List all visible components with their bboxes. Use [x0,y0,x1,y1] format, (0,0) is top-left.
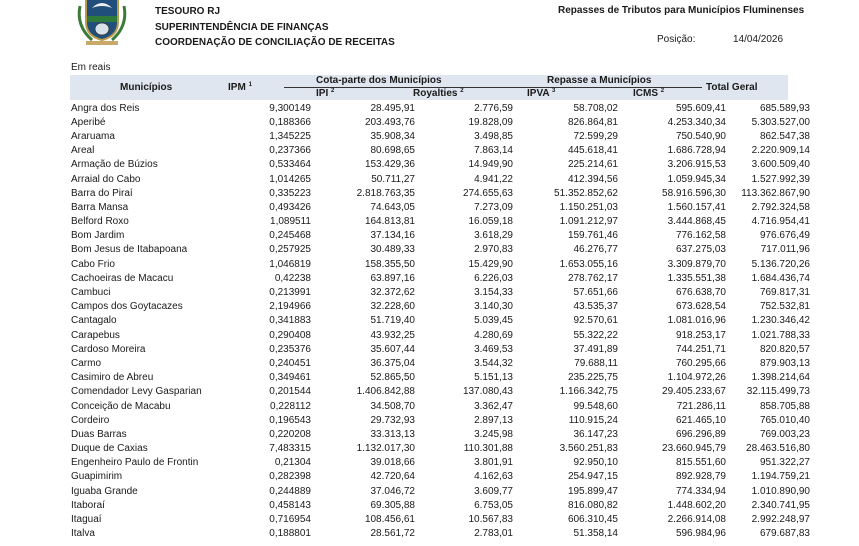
coat-of-arms-logo [72,0,132,46]
total-value: 28.463.516,80 [746,443,810,455]
ipm-value: 0,235376 [269,343,311,355]
municipality-name: Carmo [71,357,102,369]
unit-note: Em reais [71,62,111,73]
municipality-name: Duas Barras [71,428,127,440]
ipva-value: 51.352.852,62 [554,187,618,199]
total-value: 1.684.436,74 [751,272,810,284]
municipality-name: Angra dos Reis [71,102,140,114]
ipm-value: 0,220208 [269,428,311,440]
ipi-value: 29.732,93 [370,414,415,426]
ipi-value: 35.908,34 [370,130,415,142]
total-value: 820.820,57 [759,343,810,355]
ipva-value: 412.394,56 [567,173,618,185]
royalties-value: 15.429,90 [468,258,513,270]
group-divider [487,87,702,88]
ipm-value: 0,533464 [269,159,311,171]
table-header [70,75,788,100]
column-label: Royalties [413,88,458,99]
total-value: 1.398.214,64 [751,372,810,384]
ipi-value: 28.561,72 [370,528,415,540]
ipi-value: 32.228,60 [370,301,415,313]
ipi-value: 164.813,81 [364,216,415,228]
municipality-name: Armação de Búzios [71,159,158,171]
royalties-value: 3.154,33 [474,287,513,299]
ipi-value: 42.720,64 [370,471,415,483]
table-row [70,215,810,229]
ipva-value: 254.947,15 [567,471,618,483]
municipality-name: Barra Mansa [71,201,129,213]
ipm-value: 1,014265 [269,173,311,185]
ipm-value: 0,282398 [269,471,311,483]
icms-value: 621.465,10 [675,414,726,426]
royalties-value: 14.949,90 [468,159,513,171]
municipality-name: Araruama [71,130,115,142]
ipi-value: 28.495,91 [370,102,415,114]
icms-value: 892.928,79 [675,471,726,483]
table-row [70,101,810,115]
table-row [70,300,810,314]
table-row [70,129,810,143]
table-row [70,172,810,186]
municipality-name: Engenheiro Paulo de Frontin [71,457,199,469]
total-value: 5.136.720,26 [751,258,810,270]
royalties-value: 4.941,22 [474,173,513,185]
municipality-name: Itaguaí [71,514,102,526]
report-title: Repasses de Tributos para Municípios Fluminenses [558,5,805,16]
ipi-value: 158.355,50 [364,258,415,270]
ipm-value: 0,257925 [269,244,311,256]
total-value: 685.589,93 [759,102,810,114]
table-row [70,285,810,299]
royalties-value: 137.080,43 [462,386,513,398]
icms-value: 1.335.551,38 [667,272,726,284]
municipality-name: Belford Roxo [71,216,129,228]
royalties-value: 2.783,01 [474,528,513,540]
table-row [70,470,810,484]
total-value: 113.362.867,90 [741,187,810,199]
table-body [70,101,810,541]
royalties-value: 19.828,09 [468,116,513,128]
position-date: 14/04/2026 [733,34,784,45]
ipi-value: 80.698,65 [370,145,415,157]
group-label: Repasse a Municípios [547,75,652,86]
ipva-value: 278.762,17 [567,272,618,284]
royalties-value: 3.498,85 [474,130,513,142]
ipva-value: 1.091.212,97 [559,216,618,228]
royalties-value: 4.162,63 [474,471,513,483]
ipm-value: 0,493426 [269,201,311,213]
table-row [70,371,810,385]
table-row [70,484,810,498]
royalties-value: 3.609,77 [474,485,513,497]
column-header-total [706,82,758,93]
royalties-value: 4.280,69 [474,329,513,341]
table-row [70,512,810,526]
icms-value: 3.444.868,45 [667,216,726,228]
table-row [70,456,810,470]
ipva-value: 57.651,66 [573,287,618,299]
table-row [70,115,810,129]
column-header-ipm [228,82,252,93]
ipi-value: 1.132.017,30 [356,443,415,455]
ipva-value: 72.599,29 [573,130,618,142]
org-coordination: COORDENAÇÃO DE CONCILIAÇÃO DE RECEITAS [155,37,395,48]
org-superintendence: SUPERINTENDÊNCIA DE FINANÇAS [155,21,329,33]
total-value: 2.792.324,58 [751,201,810,213]
icms-value: 696.296,89 [675,428,726,440]
ipi-value: 39.018,66 [370,457,415,469]
ipi-value: 203.493,76 [364,116,415,128]
ipm-value: 0,188801 [269,528,311,540]
municipality-name: Bom Jardim [71,230,125,242]
royalties-value: 2.970,83 [474,244,513,256]
ipva-value: 36.147,23 [573,428,618,440]
transfers-table [70,101,810,541]
royalties-value: 3.140,30 [474,301,513,313]
total-value: 765.010,40 [759,414,810,426]
royalties-value: 6.753,05 [474,499,513,511]
table-row [70,158,810,172]
column-label: Total Geral [706,82,758,93]
icms-value: 595.609,41 [675,102,726,114]
total-value: 769.817,31 [759,287,810,299]
icms-value: 918.253,17 [675,329,726,341]
ipm-value: 0,290408 [269,329,311,341]
municipality-name: Duque de Caxias [71,443,148,455]
icms-value: 637.275,03 [675,244,726,256]
ipva-value: 51.358,14 [573,528,618,540]
ipva-value: 110.915,24 [568,414,618,426]
icms-value: 676.638,70 [675,287,726,299]
municipality-name: Bom Jesus de Itabapoana [71,244,188,256]
total-value: 862.547,38 [759,130,810,142]
icms-value: 596.984,96 [675,528,726,540]
table-row [70,342,810,356]
ipi-value: 34.508,70 [370,400,415,412]
ipi-value: 2.818.763,35 [356,187,415,199]
ipm-value: 9,300149 [269,102,311,114]
icms-value: 1.560.157,41 [667,201,726,213]
total-value: 879.903,13 [759,357,810,369]
ipva-value: 55.322,22 [573,329,618,341]
municipality-name: Conceição de Macabu [71,400,171,412]
table-row [70,385,810,399]
ipm-value: 0,188366 [269,116,311,128]
column-header-royalties [413,88,464,99]
ipva-value: 1.166.342,75 [559,386,618,398]
ipm-value: 1,345225 [269,130,311,142]
icms-value: 744.251,71 [675,343,726,355]
footnote-marker: 2 [460,88,464,94]
column-header-ipva [527,88,555,99]
column-header-ipi [316,88,334,99]
column-label: IPVA [527,88,550,99]
icms-value: 3.309.879,70 [667,258,726,270]
total-value: 1.194.759,21 [751,471,810,483]
total-value: 32.115.499,73 [746,386,810,398]
ipi-value: 63.897,16 [370,272,415,284]
municipality-name: Carapebus [71,329,120,341]
group-label: Cota-parte dos Municípios [316,75,442,86]
total-value: 2.340.741,95 [751,499,810,511]
ipm-value: 0,237366 [269,145,311,157]
total-value: 1.230.346,42 [751,315,810,327]
icms-value: 58.916.596,30 [662,187,726,199]
municipality-name: Guapimirim [71,471,123,483]
municipality-name: Aperibé [71,116,106,128]
royalties-value: 7.863,14 [474,145,513,157]
icms-value: 760.295,66 [675,357,726,369]
ipva-value: 92.570,61 [573,315,618,327]
icms-value: 4.253.340,34 [667,116,726,128]
ipva-value: 159.761,46 [567,230,618,242]
org-name: TESOURO RJ [155,6,221,17]
total-value: 976.676,49 [759,230,810,242]
position-label: Posição: [657,34,696,45]
ipva-value: 1.653.055,16 [559,258,618,270]
ipm-value: 0,458143 [269,499,311,511]
ipm-value: 0,335223 [269,187,311,199]
ipi-value: 36.375,04 [370,357,415,369]
table-row [70,271,810,285]
table-row [70,144,810,158]
total-value: 951.322,27 [759,457,810,469]
total-value: 4.716.954,41 [751,216,810,228]
ipva-value: 46.276,77 [573,244,618,256]
table-row [70,314,810,328]
table-row [70,442,810,456]
icms-value: 1.448.602,20 [667,499,726,511]
ipm-value: 0,21304 [274,457,311,469]
ipm-value: 0,240451 [269,357,311,369]
royalties-value: 6.226,03 [474,272,513,284]
column-group-cota-parte [316,75,442,86]
ipi-value: 108.456,61 [364,514,415,526]
table-row [70,243,810,257]
ipva-value: 92.950,10 [573,457,618,469]
royalties-value: 5.039,45 [474,315,513,327]
ipi-value: 32.372,62 [370,287,415,299]
icms-value: 776.162,58 [675,230,726,242]
municipality-name: Campos dos Goytacazes [71,301,183,313]
total-value: 679.687,83 [759,528,810,540]
royalties-value: 7.273,09 [474,201,513,213]
municipality-name: Arraial do Cabo [71,173,141,185]
ipm-value: 0,244889 [269,485,311,497]
icms-value: 750.540,90 [675,130,726,142]
municipality-name: Cachoeiras de Macacu [71,272,174,284]
municipality-name: Iguaba Grande [71,485,138,497]
total-value: 752.532,81 [759,301,810,313]
table-row [70,229,810,243]
municipality-name: Cordeiro [71,414,110,426]
royalties-value: 110.301,88 [463,443,513,455]
total-value: 717.011,96 [760,244,810,256]
ipi-value: 37.046,72 [370,485,415,497]
icms-value: 1.686.728,94 [667,145,726,157]
table-row [70,498,810,512]
ipva-value: 58.708,02 [573,102,618,114]
ipva-value: 445.618,41 [567,145,618,157]
ipm-value: 1,089511 [270,216,311,228]
table-row [70,413,810,427]
ipva-value: 1.150.251,03 [559,201,618,213]
icms-value: 2.266.914,08 [667,514,726,526]
municipality-name: Cambuci [71,287,111,299]
ipi-value: 30.489,33 [370,244,415,256]
icms-value: 1.081.016,96 [667,315,726,327]
ipva-value: 826.864,81 [567,116,618,128]
royalties-value: 5.151,13 [474,372,513,384]
icms-value: 774.334,94 [675,485,726,497]
ipva-value: 225.214,61 [567,159,618,171]
icms-value: 29.405.233,67 [662,386,726,398]
municipality-name: Cabo Frio [71,258,115,270]
ipi-value: 43.932,25 [370,329,415,341]
icms-value: 815.551,60 [675,457,726,469]
column-header-icms [633,88,664,99]
royalties-value: 3.245,98 [474,428,513,440]
icms-value: 1.104.972,26 [667,372,726,384]
ipm-value: 0,196543 [269,414,311,426]
ipm-value: 0,42238 [274,272,311,284]
table-row [70,427,810,441]
royalties-value: 3.544,32 [474,357,513,369]
organization-block [155,4,395,51]
ipva-value: 43.535,37 [573,301,618,313]
total-value: 769.003,23 [759,428,810,440]
total-value: 1.010.890,90 [751,485,810,497]
royalties-value: 3.801,91 [474,457,513,469]
total-value: 858.705,88 [759,400,810,412]
footnote-marker: 1 [248,82,252,88]
ipva-value: 235.225,75 [567,372,618,384]
icms-value: 673.628,54 [675,301,726,313]
total-value: 2.992.248,97 [751,514,810,526]
royalties-value: 10.567,83 [468,514,513,526]
footnote-marker: 2 [331,88,335,94]
column-header-municipios [120,82,172,93]
table-row [70,356,810,370]
municipality-name: Itaboraí [71,499,105,511]
footnote-marker: 2 [660,88,665,94]
ipva-value: 79.688,11 [574,357,618,369]
ipi-value: 153.429,36 [364,159,415,171]
ipi-value: 35.607,44 [370,343,415,355]
icms-value: 23.660.945,79 [662,443,726,455]
icms-value: 1.059.945,34 [667,173,726,185]
total-value: 2.220.909,14 [751,145,810,157]
ipva-value: 3.560.251,83 [559,443,618,455]
ipm-value: 0,245468 [269,230,311,242]
royalties-value: 274.655,63 [462,187,513,199]
municipality-name: Casimiro de Abreu [71,372,154,384]
total-value: 1.527.992,39 [751,173,810,185]
column-label: IPI [316,88,329,99]
municipality-name: Italva [71,528,95,540]
total-value: 1.021.788,33 [751,329,810,341]
table-row [70,257,810,271]
municipality-name: Cantagalo [71,315,117,327]
ipm-value: 0,213991 [269,287,311,299]
ipm-value: 7,483315 [269,443,311,455]
column-label: IPM [228,82,246,93]
ipva-value: 99.548,60 [573,400,618,412]
table-row [70,399,810,413]
column-label: Municípios [120,82,173,93]
royalties-value: 2.776,59 [474,102,513,114]
ipi-value: 52.865,50 [370,372,415,384]
ipi-value: 33.313,13 [370,428,415,440]
ipva-value: 816.080,82 [567,499,618,511]
total-value: 5.303.527,00 [751,116,810,128]
ipi-value: 50.711,27 [371,173,415,185]
ipi-value: 1.406.842,88 [356,386,415,398]
ipm-value: 0,228112 [270,400,311,412]
royalties-value: 2.897,13 [474,414,513,426]
ipi-value: 51.719,40 [370,315,415,327]
municipality-name: Cardoso Moreira [71,343,146,355]
royalties-value: 3.469,53 [474,343,513,355]
ipva-value: 195.899,47 [567,485,618,497]
municipality-name: Comendador Levy Gasparian [71,386,202,398]
royalties-value: 3.618,29 [474,230,513,242]
column-group-repasse [547,75,651,86]
royalties-value: 3.362,47 [474,400,513,412]
ipm-value: 0,201544 [269,386,311,398]
ipm-value: 1,046819 [269,258,311,270]
column-label: ICMS [633,88,658,99]
municipality-name: Barra do Piraí [71,187,133,199]
ipva-value: 37.491,89 [573,343,618,355]
royalties-value: 16.059,18 [468,216,513,228]
table-row [70,186,810,200]
ipm-value: 2,194966 [269,301,311,313]
ipm-value: 0,341883 [269,315,311,327]
municipality-name: Areal [71,145,95,157]
table-row [70,527,810,541]
ipi-value: 37.134,16 [370,230,415,242]
icms-value: 721.286,11 [676,400,726,412]
footnote-marker: 3 [552,88,556,94]
ipi-value: 69.305,88 [370,499,415,511]
ipm-value: 0,349461 [269,372,311,384]
table-row [70,200,810,214]
total-value: 3.600.509,40 [751,159,810,171]
ipi-value: 74.643,05 [370,201,415,213]
table-row [70,328,810,342]
ipm-value: 0,716954 [269,514,311,526]
icms-value: 3.206.915,53 [667,159,726,171]
ipva-value: 606.310,45 [567,514,618,526]
